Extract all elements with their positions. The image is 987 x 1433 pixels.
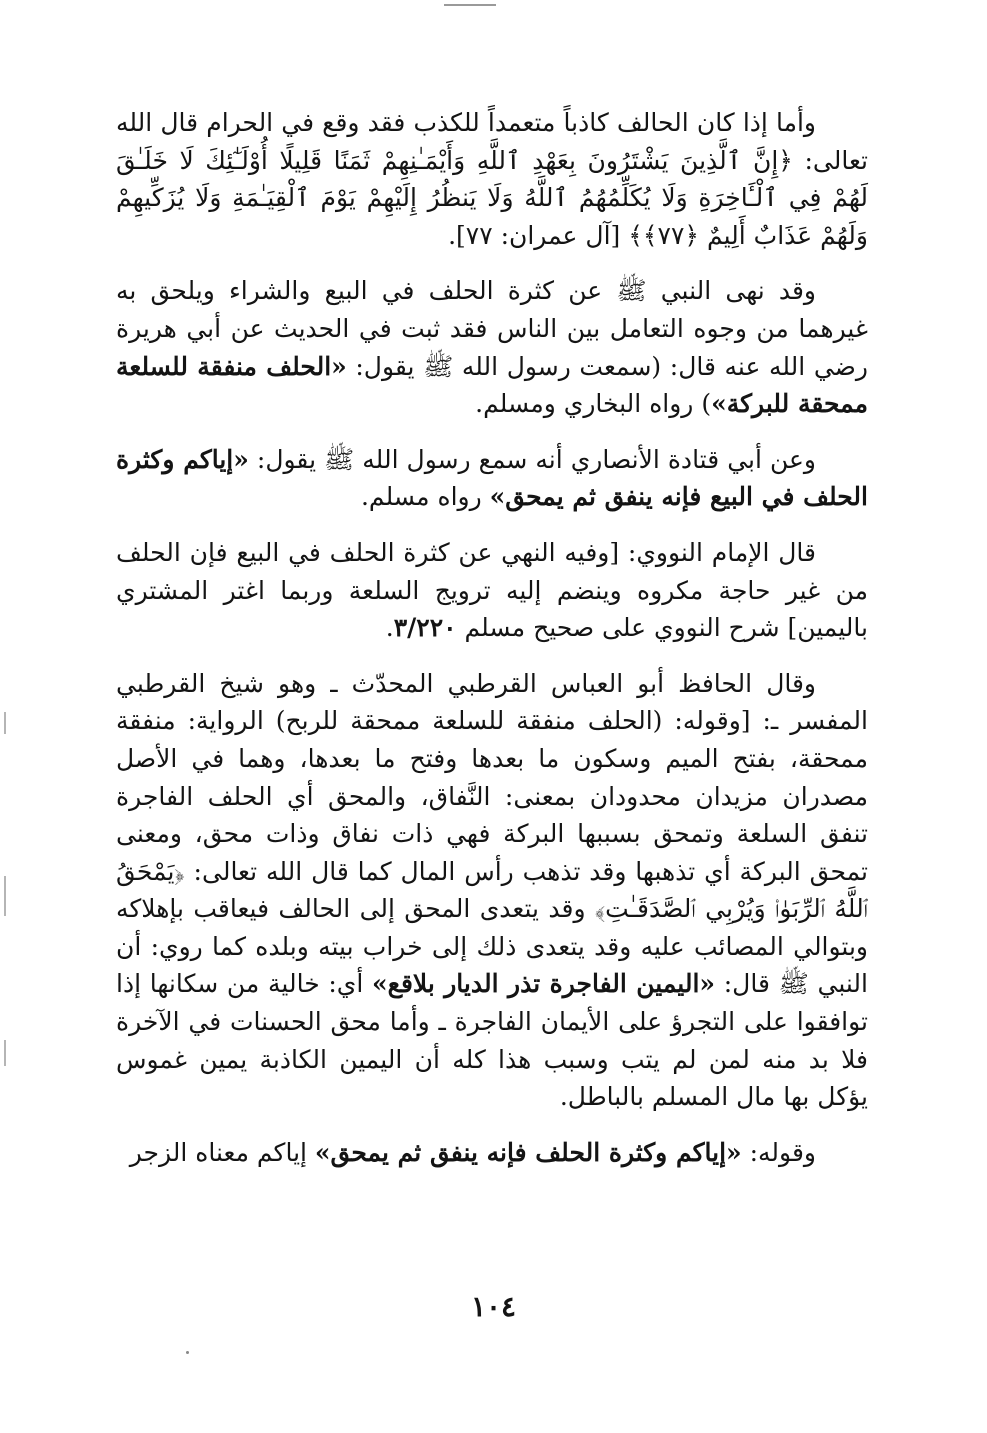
text-run: . <box>385 613 394 643</box>
paragraph-nawawi <box>116 534 868 647</box>
hadith-quote: «إياكم وكثرة الحلف في البيع فإنه ينفق ثم يمحق» <box>116 444 868 512</box>
scan-edge-mark <box>4 1040 6 1066</box>
top-rule <box>444 4 496 6</box>
paragraph-verse-al-imran <box>116 104 868 254</box>
scan-speck <box>186 1351 189 1354</box>
text-run: ) رواه البخاري ومسلم. <box>475 389 712 419</box>
hadith-quote: «اليمين الفاجرة تذر الديار بلاقع» <box>372 969 716 999</box>
text-run: أي: خالية من سكانها إذا توافقوا على التجرؤ على الأيمان الفاجرة ـ وأما محق الحسنات في الآخرة فلا بد منه لمن لم يتب وسبب هذا كله أن اليمين الكاذبة يمين غموس يؤكل بها مال المسلم بالباطل. <box>116 969 868 1112</box>
hadith-quote: «إياكم وكثرة الحلف فإنه ينفق ثم يمحق» <box>314 1137 742 1167</box>
paragraph-hadith-abu-hurairah <box>116 272 868 422</box>
text-run: رواه مسلم. <box>360 482 490 512</box>
page-number: ١٠٤ <box>470 1290 517 1323</box>
quran-verse: ﴿يَمْحَقُ ٱللَّهُ ٱلرِّبَوٰا۟ وَيُرْبِي ٱلصَّدَقَـٰتِ﴾ <box>116 856 868 924</box>
text-run: وقال الحافظ أبو العباس القرطبي المحدّث ـ وهو شيخ القرطبي المفسر ـ: [وقوله: (الحلف منفقة للسلعة ممحقة للربح) الرواية: منفقة ممحقة، بفتح الميم وسكون ما بعدها وفتح ما بعدها، وهما في الأصل مصدران مزيدان محدودان بمعنى: النَّفاق، والمحق أي الحلف الفاجرة تنفق السلعة وتمحق بسببها البركة فهي ذات نفاق وذات محق، ومعنى تمحق البركة أي تذهبها وقد تذهب رأس المال كما قال الله تعالى: <box>116 668 868 886</box>
paragraph-qurtubi <box>116 665 868 1116</box>
scan-edge-mark <box>4 876 6 916</box>
text-run: وقوله: <box>741 1137 816 1167</box>
quran-verse: ﴿إِنَّ ٱلَّذِينَ يَشْتَرُونَ بِعَهْدِ ٱللَّهِ وَأَيْمَـٰنِهِمْ ثَمَنًا قَلِيلًا أُوْلَـٰٓئِكَ لَا خَلَـٰقَ لَهُمْ فِي ٱلْـَٔاخِرَةِ وَلَا يُكَلِّمُهُمُ ٱللَّهُ وَلَا يَنظُرُ إِلَيْهِمْ يَوْمَ ٱلْقِيَـٰمَةِ وَلَا يُزَكِّيهِمْ وَلَهُمْ عَذَابٌ أَلِيمٌ ﴿٧٧﴾﴾ <box>116 145 868 250</box>
page-body <box>116 104 868 1171</box>
paragraph-hadith-abu-qatadah <box>116 441 868 516</box>
text-run: وقد يتعدى المحق إلى الحالف فيعاقب بإهلاكه وبتوالي المصائب عليه وقد يتعدى ذلك إلى خراب بيته وبلده كما روي: أن النبي ﷺ قال: <box>116 894 868 999</box>
scan-edge-mark <box>4 712 6 734</box>
hadith-quote: «الحلف منفقة للسلعة ممحقة للبركة» <box>116 351 868 419</box>
citation: [آل عمران: ٧٧]. <box>448 220 629 250</box>
paragraph-explanation <box>116 1134 868 1172</box>
reference-number: ٣/٢٢٠ <box>393 613 457 643</box>
text-run: وعن أبي قتادة الأنصاري أنه سمع رسول الله ﷺ يقول: <box>248 444 816 474</box>
text-run: وأما إذا كان الحالف كاذباً متعمداً للكذب فقد وقع في الحرام قال الله تعالى: <box>116 108 868 175</box>
text-run: إياكم معناه الزجر <box>129 1137 315 1167</box>
text-run: وقد نهى النبي ﷺ عن كثرة الحلف في البيع والشراء ويلحق به غيرهما من وجوه التعامل بين الناس فقد ثبت في الحديث عن أبي هريرة رضي الله عنه قال: (سمعت رسول الله ﷺ يقول: <box>116 276 868 381</box>
text-run: قال الإمام النووي: [وفيه النهي عن كثرة الحلف في البيع فإن الحلف من غير حاجة مكروه وينضم إليه ترويج السلعة وربما اغتر المشتري باليمين] شرح النووي على صحيح مسلم <box>116 537 868 643</box>
